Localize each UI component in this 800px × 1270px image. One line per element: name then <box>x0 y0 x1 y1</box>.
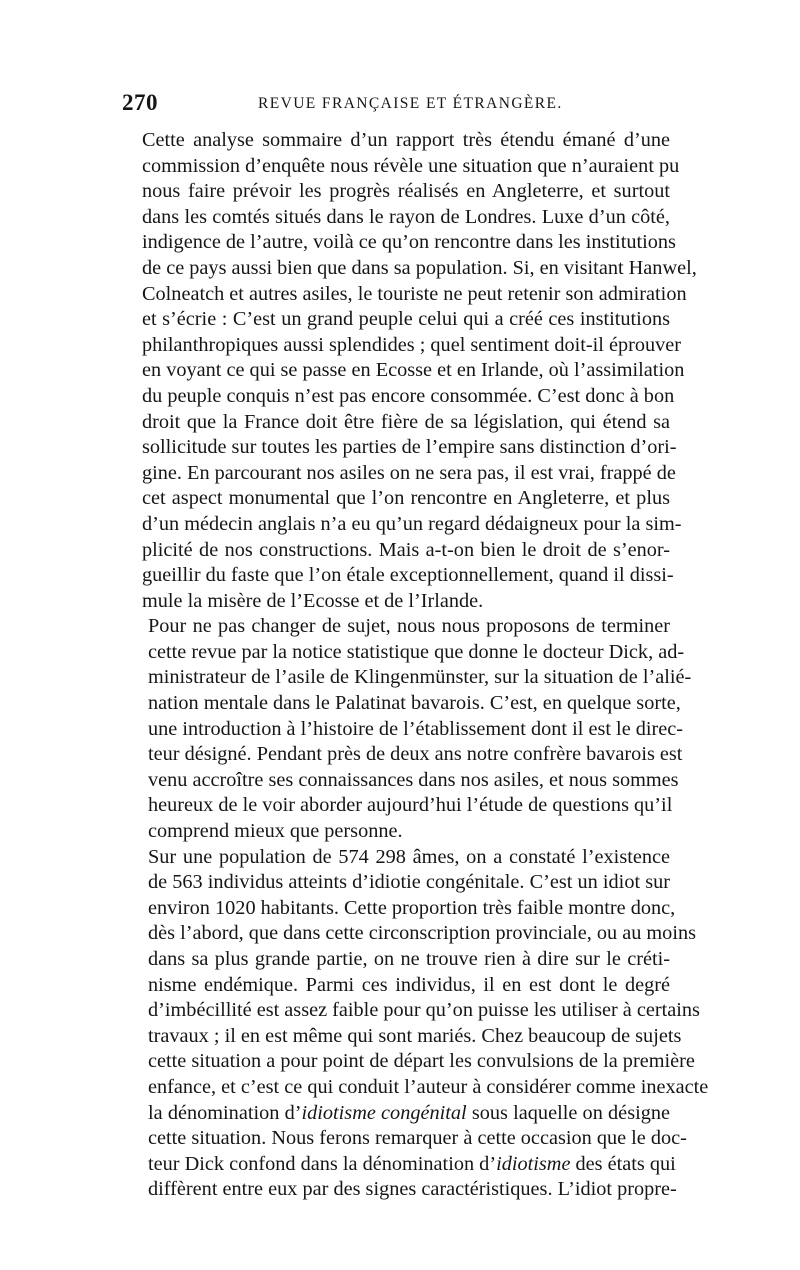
text-line: en voyant ce qui se passe en Ecosse et en Irlande, où l’assimilation <box>142 359 685 382</box>
text-line: une introduction à l’histoire de l’établissement dont il est le direc- <box>148 717 684 740</box>
page-header <box>122 90 670 120</box>
text-line: teur désigné. Pendant près de deux ans notre confrère bavarois est <box>148 743 683 766</box>
text-line: de ce pays aussi bien que dans sa population. Si, en visitant Hanwel, <box>142 256 697 279</box>
text-line: sollicitude sur toutes les parties de l’empire sans distinction d’ori- <box>142 436 677 459</box>
paragraph-1 <box>128 128 697 614</box>
text-line: gine. En parcourant nos asiles on ne sera pas, il est vrai, frappé de <box>142 461 676 484</box>
text-line: gueillir du faste que l’on étale exceptionnellement, quand il dissi- <box>142 564 674 587</box>
text-line: heureux de le voir aborder aujourd’hui l’étude de questions qu’il <box>148 794 673 817</box>
running-title: REVUE FRANÇAISE ET ÉTRANGÈRE. <box>258 95 563 112</box>
text-line: du peuple conquis n’est pas encore consommée. C’est donc à bon <box>142 384 675 407</box>
text-line: dès l’abord, que dans cette circonscription provinciale, ou au moins <box>148 922 696 945</box>
text-line: cette revue par la notice statistique que donne le docteur Dick, ad- <box>148 640 685 663</box>
text-line: d’un médecin anglais n’a eu qu’un regard dédaigneux pour la sim- <box>142 512 682 535</box>
text-line: enfance, et c’est ce qui conduit l’auteur à considérer comme inexacte <box>148 1075 709 1098</box>
text-line: droit que la France doit être fière de sa législation, qui étend sa <box>142 410 670 433</box>
text-line: comprend mieux que personne. <box>148 820 403 843</box>
text-line: Sur une population de 574 298 âmes, on a constaté l’existence <box>148 845 670 868</box>
text-line: ministrateur de l’asile de Klingenmünster, sur la situation de l’alié- <box>148 666 692 689</box>
paragraph-2 <box>128 614 692 844</box>
text-line: mule la misère de l’Ecosse et de l’Irlande. <box>142 589 484 612</box>
italic-term: idiotisme congénital <box>301 1101 467 1124</box>
text-line: philanthropiques aussi splendides ; quel sentiment doit-il éprouver <box>142 333 682 356</box>
text-line: nation mentale dans le Palatinat bavarois. C’est, en quelque sorte, <box>148 692 681 715</box>
body-text <box>128 128 709 1203</box>
text-line: indigence de l’autre, voilà ce qu’on rencontre dans les institutions <box>142 231 676 254</box>
italic-term: idiotisme <box>496 1152 571 1175</box>
text-line <box>128 1101 670 1127</box>
text-line: dans sa plus grande partie, on ne trouve rien à dire sur le créti- <box>148 948 670 970</box>
text-line: environ 1020 habitants. Cette proportion très faible montre donc, <box>148 896 676 919</box>
text-run: sous laquelle on désigne <box>466 1101 670 1124</box>
text-line: d’imbécillité est assez faible pour qu’on puisse les utiliser à certains <box>148 999 700 1022</box>
text-run: des états qui <box>570 1152 676 1175</box>
text-line: de 563 individus atteints d’idiotie congénitale. C’est un idiot sur <box>148 871 670 894</box>
text-line: venu accroître ses connaissances dans nos asiles, et nous sommes <box>148 768 679 791</box>
text-line: cette situation a pour point de départ les convulsions de la première <box>148 1050 695 1073</box>
text-line: et s’écrie : C’est un grand peuple celui qui a créé ces institutions <box>142 308 670 331</box>
text-line: Colneatch et autres asiles, le touriste ne peut retenir son admiration <box>142 282 687 305</box>
text-line: commission d’enquête nous révèle une situation que n’auraient pu <box>142 154 680 177</box>
page-number: 270 <box>122 90 158 115</box>
text-run: la dénomination d’ <box>148 1101 302 1124</box>
text-line <box>128 1152 676 1178</box>
text-line: travaux ; il en est même qui sont mariés. Chez beaucoup de sujets <box>148 1024 682 1047</box>
text-line: plicité de nos constructions. Mais a-t-on bien le droit de s’enor- <box>142 538 670 561</box>
text-line: cet aspect monumental que l’on rencontre en Angleterre, et plus <box>142 487 670 510</box>
text-line: diffèrent entre eux par des signes caractéristiques. L’idiot propre- <box>148 1178 677 1201</box>
text-line: nous faire prévoir les progrès réalisés en Angleterre, et surtout <box>142 180 670 203</box>
text-line: nisme endémique. Parmi ces individus, il en est dont le degré <box>148 973 670 996</box>
text-run: teur Dick confond dans la dénomination d’ <box>148 1152 497 1175</box>
text-line: Cette analyse sommaire d’un rapport très étendu émané d’une <box>142 129 670 151</box>
text-line: Pour ne pas changer de sujet, nous nous proposons de terminer <box>148 615 670 638</box>
paragraph-3 <box>128 845 709 1203</box>
text-line: dans les comtés situés dans le rayon de Londres. Luxe d’un côté, <box>142 205 670 228</box>
text-line: cette situation. Nous ferons remarquer à cette occasion que le doc- <box>148 1127 687 1150</box>
